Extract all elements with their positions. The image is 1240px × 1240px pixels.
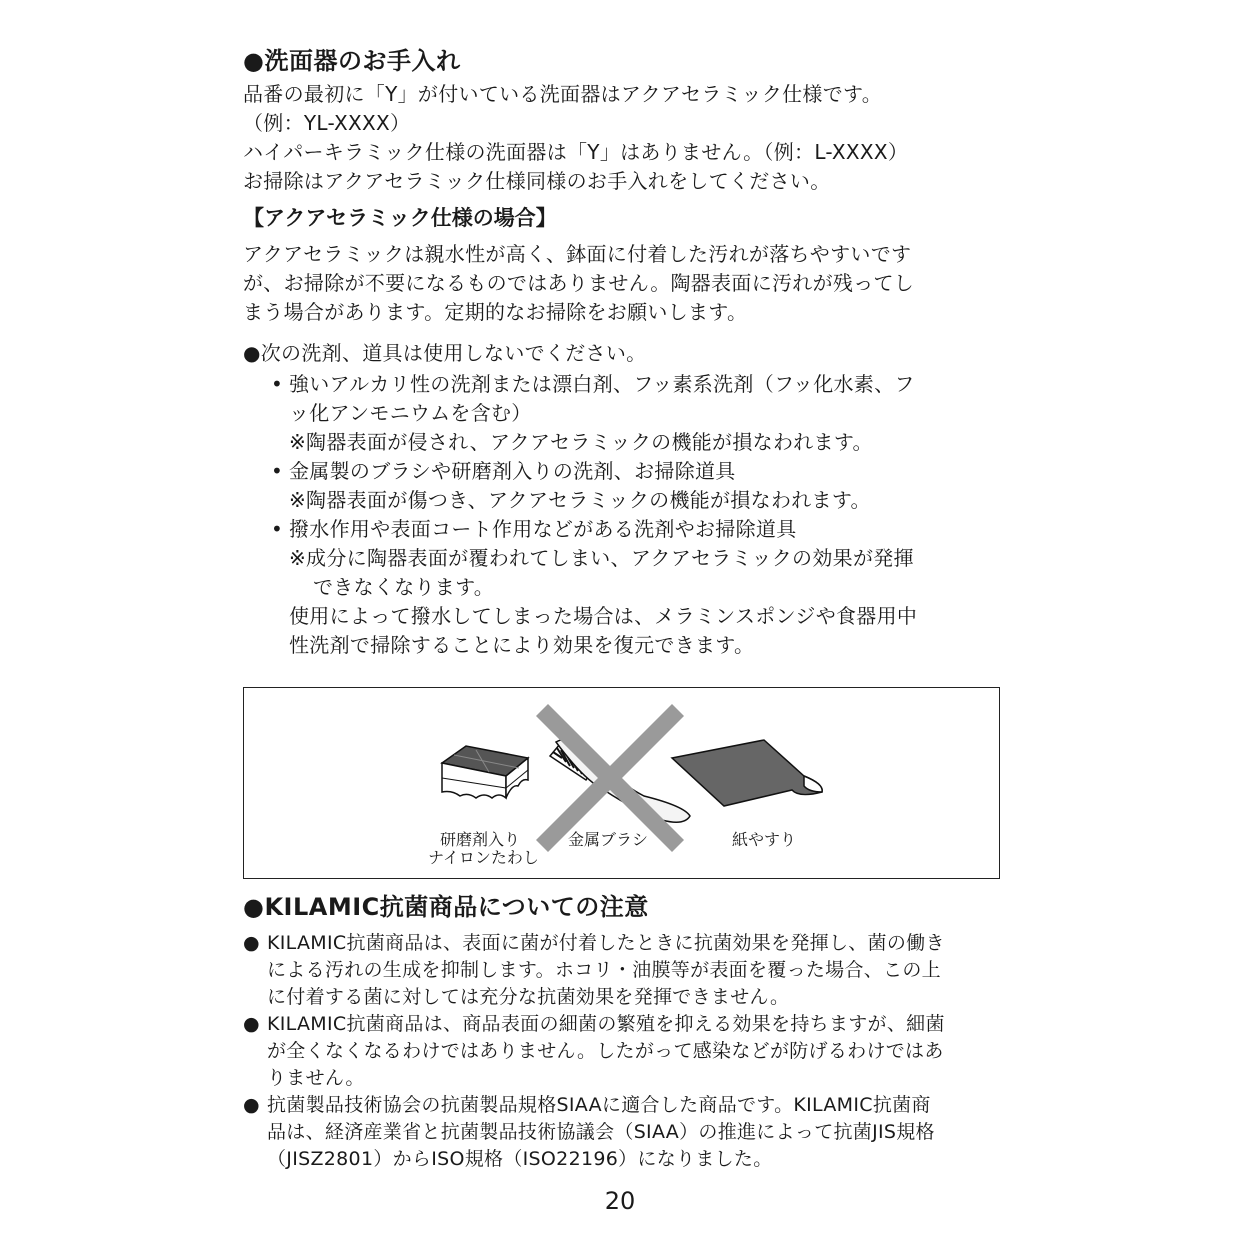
label-sponge: 研磨剤入り: [440, 830, 521, 849]
notice-line: （JISZ2801）からISO規格（ISO22196）になりました。: [267, 1148, 773, 1170]
notice-paragraph: [243, 1011, 1003, 1092]
desc-line: が、お掃除が不要になるものではありません。陶器表面に汚れが残ってし: [243, 271, 915, 295]
bullet-dot: ●: [243, 932, 260, 954]
item-note: ※成分に陶器表面が覆われてしまい、アクアセラミックの効果が発揮: [289, 546, 914, 570]
item-text: 撥水作用や表面コート作用などがある洗剤やお掃除道具: [289, 517, 797, 541]
intro-line: お掃除はアクアセラミック仕様同様のお手入れをしてください。: [243, 169, 831, 193]
bullet-dot: •: [271, 372, 284, 396]
notice-paragraph: [243, 930, 1003, 1011]
section-basin-care: [243, 44, 1003, 660]
notice-line: 抗菌製品技術協会の抗菌製品規格SIAAに適合した商品です。KILAMIC抗菌商: [267, 1094, 931, 1116]
section-kilamic-notice: [243, 890, 1003, 1173]
desc-line: アクアセラミックは親水性が高く、鉢面に付着した汚れが落ちやすいです: [243, 242, 912, 266]
label-sandpaper: 紙やすり: [732, 830, 797, 849]
page-number: 20: [604, 1187, 636, 1215]
notice-line: KILAMIC抗菌商品は、表面に菌が付着したときに抗菌効果を発揮し、菌の働き: [267, 932, 945, 954]
notice-line: による汚れの生成を抑制します。ホコリ・油膜等が表面を覆った場合、この上: [267, 959, 941, 981]
sandpaper-icon: [672, 740, 822, 806]
warning-line: ●次の洗剤、道具は使用しないでください。: [243, 341, 647, 365]
item-text: 強いアルカリ性の洗剤または漂白剤、フッ素系洗剤（フッ化水素、フ: [289, 372, 915, 396]
section-heading-kilamic: ●KILAMIC抗菌商品についての注意: [243, 893, 649, 921]
item-text: 使用によって撥水してしまった場合は、メラミンスポンジや食器用中: [289, 604, 918, 628]
prohibited-cross-icon: [542, 710, 678, 846]
bullet-dot: •: [271, 517, 284, 541]
bullet-dot: ●: [243, 1094, 260, 1116]
item-note: ※陶器表面が傷つき、アクアセラミックの機能が損なわれます。: [289, 488, 871, 512]
intro-line: （例：YL-XXXX）: [243, 111, 411, 135]
notice-line: KILAMIC抗菌商品は、商品表面の細菌の繁殖を抑える効果を持ちますが、細菌: [267, 1013, 945, 1035]
item-note: できなくなります。: [313, 575, 495, 599]
intro-line: 品番の最初に「Y」が付いている洗面器はアクアセラミック仕様です。: [243, 82, 883, 106]
notice-line: 品は、経済産業省と抗菌製品技術協議会（SIAA）の推進によって抗菌JIS規格: [267, 1121, 935, 1143]
bullet-dot: ●: [243, 1013, 260, 1035]
item-text: 性洗剤で掃除することにより効果を復元できます。: [289, 633, 755, 657]
list-item: [271, 515, 1003, 660]
item-text: ッ化アンモニウムを含む）: [289, 401, 532, 425]
intro-line: ハイパーキラミック仕様の洗面器は「Y」はありません。（例：L-XXXX）: [243, 140, 909, 164]
prohibited-tools-figure: [243, 687, 1000, 879]
label-sponge: ナイロンたわし: [428, 848, 539, 867]
label-metal-brush: 金属ブラシ: [568, 830, 649, 849]
list-item: [271, 370, 1003, 457]
sponge-icon: [442, 746, 528, 798]
subheading-aqua-ceramic: 【アクアセラミック仕様の場合】: [243, 206, 557, 230]
prohibited-items-list: [243, 370, 1003, 660]
notice-line: に付着する菌に対しては充分な抗菌効果を発揮できません。: [267, 986, 790, 1008]
section-heading-basin-care: ●洗面器のお手入れ: [243, 47, 461, 75]
notice-paragraph: [243, 1092, 1003, 1173]
item-text: 金属製のブラシや研磨剤入りの洗剤、お掃除道具: [289, 459, 736, 483]
list-item: [271, 457, 1003, 515]
item-note: ※陶器表面が侵され、アクアセラミックの機能が損なわれます。: [289, 430, 873, 454]
desc-line: まう場合があります。定期的なお掃除をお願いします。: [243, 300, 748, 324]
notice-line: りません。: [267, 1067, 365, 1089]
notice-line: が全くなくなるわけではありません。したがって感染などが防げるわけではあ: [267, 1040, 944, 1062]
bullet-dot: •: [271, 459, 284, 483]
